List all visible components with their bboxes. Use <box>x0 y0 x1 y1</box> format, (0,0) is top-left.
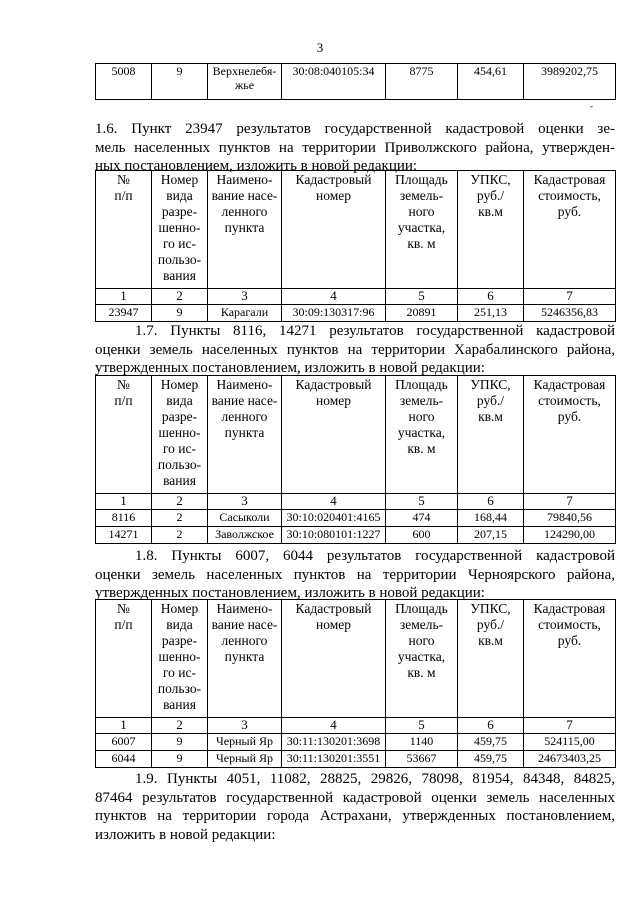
cell-cadastral-number: 30:11:130201:3698 <box>282 734 386 751</box>
cell-settlement: Сасыколи <box>208 510 282 527</box>
cell-settlement: Верхнелебя- жье <box>208 64 282 100</box>
text-line: изложить в новой редакции: <box>95 826 276 843</box>
cell-area: 53667 <box>386 751 458 768</box>
text-line: утвержденных постановлением, изложить в новой редакции: <box>95 585 485 601</box>
column-number: 3 <box>208 289 282 305</box>
header-settlement: Наимено- вание насе- ленного пункта <box>208 376 282 494</box>
column-number: 3 <box>208 494 282 510</box>
cell-settlement: Заволжское <box>208 527 282 544</box>
column-number: 1 <box>96 289 152 305</box>
column-number: 4 <box>282 718 386 734</box>
cell-number: 5008 <box>96 64 152 100</box>
cell-cost: 5246356,83 <box>524 305 616 322</box>
header-use-type: Номер вида разре- шенно- го ис- пользо- вания <box>152 600 208 718</box>
section-1-8-text <box>95 547 615 603</box>
text-line: 1.7. Пункты 8116, 14271 результатов государственной кадастровой <box>135 323 615 339</box>
column-number: 7 <box>524 289 616 305</box>
cell-cadastral-number: 30:10:020401:4165 <box>282 510 386 527</box>
column-number: 6 <box>458 494 524 510</box>
cell-number: 8116 <box>96 510 152 527</box>
column-number: 2 <box>152 718 208 734</box>
cell-cost: 524115,00 <box>524 734 616 751</box>
header-cost: Кадастровая стоимость, руб. <box>524 600 616 718</box>
header-cost: Кадастровая стоимость, руб. <box>524 376 616 494</box>
column-number: 5 <box>386 718 458 734</box>
cell-number: 14271 <box>96 527 152 544</box>
section-1-7-text <box>95 322 615 378</box>
cell-cost: 124290,00 <box>524 527 616 544</box>
header-cadastral-number: Кадастровый номер <box>282 376 386 494</box>
cell-cost: 79840,56 <box>524 510 616 527</box>
column-number: 1 <box>96 494 152 510</box>
header-use-type: Номер вида разре- шенно- го ис- пользо- вания <box>152 171 208 289</box>
page-number: 3 <box>316 40 324 55</box>
text-line: утвержденных постановлением, изложить в новой редакции: <box>95 360 485 376</box>
header-number: № п/п <box>96 171 152 289</box>
header-cadastral-number: Кадастровый номер <box>282 600 386 718</box>
table-1-8 <box>95 599 616 768</box>
cell-use-type: 2 <box>152 510 208 527</box>
column-number: 3 <box>208 718 282 734</box>
cell-upks: 454,61 <box>458 64 524 100</box>
cell-cadastral-number: 30:08:040105:34 <box>282 64 386 100</box>
cell-upks: 251,13 <box>458 305 524 322</box>
header-area: Площадь земель- ного участка, кв. м <box>386 376 458 494</box>
column-number: 7 <box>524 494 616 510</box>
cell-area: 600 <box>386 527 458 544</box>
column-number: 4 <box>282 494 386 510</box>
cell-use-type: 9 <box>152 305 208 322</box>
header-settlement: Наимено- вание насе- ленного пункта <box>208 600 282 718</box>
table-1-7 <box>95 375 616 544</box>
cell-cadastral-number: 30:11:130201:3551 <box>282 751 386 768</box>
header-upks: УПКС, руб./ кв.м <box>458 600 524 718</box>
cell-upks: 459,75 <box>458 751 524 768</box>
text-line: оценки земель населенных пунктов на территории Черноярского района, <box>95 566 615 583</box>
column-number: 2 <box>152 494 208 510</box>
header-upks: УПКС, руб./ кв.м <box>458 171 524 289</box>
header-settlement: Наимено- вание насе- ленного пункта <box>208 171 282 289</box>
cell-use-type: 9 <box>152 751 208 768</box>
table-1-6 <box>95 170 616 322</box>
cell-use-type: 2 <box>152 527 208 544</box>
column-number: 1 <box>96 718 152 734</box>
cell-settlement: Черный Яр <box>208 734 282 751</box>
cell-area: 474 <box>386 510 458 527</box>
cell-number: 6044 <box>96 751 152 768</box>
column-number: 4 <box>282 289 386 305</box>
section-1-6-text <box>95 120 615 176</box>
column-number: 7 <box>524 718 616 734</box>
column-number: 5 <box>386 494 458 510</box>
header-cadastral-number: Кадастровый номер <box>282 171 386 289</box>
column-number: 5 <box>386 289 458 305</box>
text-line: 1.6. Пункт 23947 результатов государственной кадастровой оценки зе- <box>95 121 615 137</box>
cell-area: 20891 <box>386 305 458 322</box>
text-line: пунктов на территории города Астрахани, утвержденных постановлением, <box>95 808 615 824</box>
header-cost: Кадастровая стоимость, руб. <box>524 171 616 289</box>
cell-cost: 24673403,25 <box>524 751 616 768</box>
text-line: ных постановлением, изложить в новой редакции: <box>95 158 418 174</box>
cell-use-type: 9 <box>152 64 208 100</box>
header-number: № п/п <box>96 600 152 718</box>
text-line: 87464 результатов государственной кадастровой оценки земель населенных <box>95 789 615 806</box>
cell-number: 23947 <box>96 305 152 322</box>
cell-area: 1140 <box>386 734 458 751</box>
cell-number: 6007 <box>96 734 152 751</box>
cell-upks: 207,15 <box>458 527 524 544</box>
cell-settlement: Черный Яр <box>208 751 282 768</box>
cell-settlement: Карагали <box>208 305 282 322</box>
text-line: 1.8. Пункты 6007, 6044 результатов государственной кадастровой <box>135 548 615 564</box>
cell-cadastral-number: 30:09:130317:96 <box>282 305 386 322</box>
header-area: Площадь земель- ного участка, кв. м <box>386 600 458 718</box>
continuation-table <box>95 63 616 100</box>
section-1-9-text <box>95 770 615 844</box>
text-line: оценки земель населенных пунктов на территории Харабалинского района, <box>95 341 615 358</box>
text-line: 1.9. Пункты 4051, 11082, 28825, 29826, 78098, 81954, 84348, 84825, <box>135 771 615 787</box>
stray-mark: - <box>590 101 593 111</box>
cell-area: 8775 <box>386 64 458 100</box>
column-number: 6 <box>458 289 524 305</box>
header-number: № п/п <box>96 376 152 494</box>
text-line: мель населенных пунктов на территории Приволжского района, утвержден- <box>95 139 615 156</box>
column-number: 6 <box>458 718 524 734</box>
header-use-type: Номер вида разре- шенно- го ис- пользо- вания <box>152 376 208 494</box>
cell-cost: 3989202,75 <box>524 64 616 100</box>
cell-upks: 459,75 <box>458 734 524 751</box>
header-upks: УПКС, руб./ кв.м <box>458 376 524 494</box>
cell-upks: 168,44 <box>458 510 524 527</box>
header-area: Площадь земель- ного участка, кв. м <box>386 171 458 289</box>
column-number: 2 <box>152 289 208 305</box>
cell-use-type: 9 <box>152 734 208 751</box>
cell-cadastral-number: 30:10:080101:1227 <box>282 527 386 544</box>
